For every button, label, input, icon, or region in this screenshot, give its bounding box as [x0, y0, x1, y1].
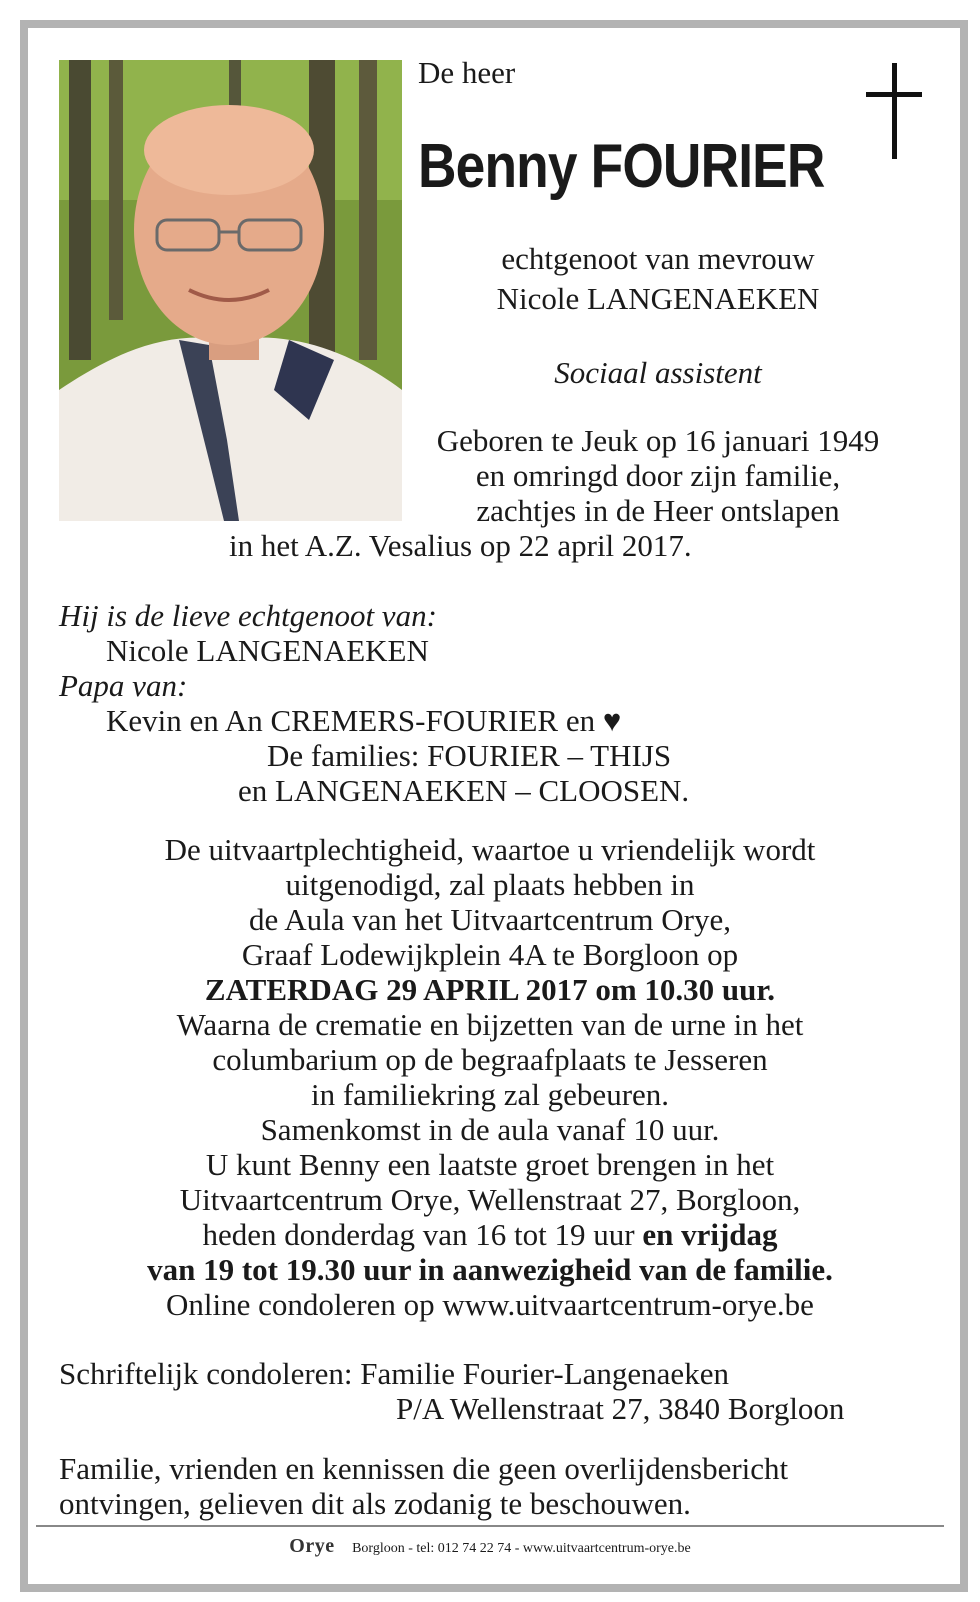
- profession: Sociaal assistent: [554, 355, 762, 390]
- visit-friday: en vrijdag: [642, 1217, 778, 1252]
- ceremony-line-3: de Aula van het Uitvaartcentrum Orye,: [248, 902, 732, 937]
- ceremony-line-9: Samenkomst in de aula vanaf 10 uur.: [260, 1112, 720, 1147]
- orye-logo: Orye: [289, 1535, 335, 1557]
- ceremony-line-12: [0, 1217, 980, 1252]
- spouse-line-1: echtgenoot van mevrouw: [501, 241, 815, 276]
- ceremony-line-11: Uitvaartcentrum Orye, Wellenstraat 27, Borgloon,: [179, 1182, 801, 1217]
- condolence-line-2: P/A Wellenstraat 27, 3840 Borgloon: [396, 1391, 845, 1426]
- spouse-name: Nicole LANGENAEKEN: [106, 633, 429, 668]
- footer-divider: [36, 1525, 944, 1527]
- cross-icon: [892, 63, 897, 159]
- spouse-label: Hij is de lieve echtgenoot van:: [59, 598, 437, 633]
- ceremony-line-2: uitgenodigd, zal plaats hebben in: [285, 867, 695, 902]
- papa-label: Papa van:: [59, 668, 188, 703]
- notice-line-2: ontvingen, gelieven dit als zodanig te beschouwen.: [59, 1486, 691, 1521]
- online-condolence: Online condoleren op www.uitvaartcentrum-orye.be: [166, 1287, 814, 1322]
- footer-contact: Borgloon - tel: 012 74 22 74 - www.uitvaartcentrum-orye.be: [352, 1541, 691, 1556]
- ceremony-line-1: De uitvaartplechtigheid, waartoe u vriendelijk wordt: [164, 832, 816, 867]
- ceremony-line-4: Graaf Lodewijkplein 4A te Borgloon op: [241, 937, 739, 972]
- deceased-name: Benny FOURIER: [418, 132, 825, 201]
- visit-thursday: heden donderdag van 16 tot 19 uur: [202, 1217, 643, 1252]
- notice-line-1: Familie, vrienden en kennissen die geen overlijdensbericht: [59, 1451, 789, 1486]
- footer: [0, 1536, 980, 1559]
- condolence-line-1: Schriftelijk condoleren: Familie Fourier-Langenaeken: [59, 1356, 729, 1391]
- salutation: De heer: [418, 55, 516, 90]
- portrait-photo: [59, 60, 402, 521]
- birth-line-1: Geboren te Jeuk op 16 januari 1949: [436, 423, 880, 458]
- birth-line-4: in het A.Z. Vesalius op 22 april 2017.: [229, 528, 692, 563]
- spouse-line-2: Nicole LANGENAEKEN: [496, 281, 820, 316]
- families-line-2: en LANGENAEKEN – CLOOSEN.: [238, 773, 690, 808]
- ceremony-line-8: in familiekring zal gebeuren.: [310, 1077, 670, 1112]
- cross-icon-bar: [866, 92, 922, 97]
- ceremony-line-13: van 19 tot 19.30 uur in aanwezigheid van de familie.: [147, 1252, 833, 1287]
- families-line-1: De families: FOURIER – THIJS: [267, 738, 672, 773]
- children: Kevin en An CREMERS-FOURIER en ♥: [106, 703, 622, 738]
- ceremony-date: ZATERDAG 29 APRIL 2017 om 10.30 uur.: [204, 972, 776, 1007]
- birth-line-2: en omringd door zijn familie,: [475, 458, 841, 493]
- ceremony-line-7: columbarium op de begraafplaats te Jesseren: [212, 1042, 768, 1077]
- ceremony-line-6: Waarna de crematie en bijzetten van de urne in het: [176, 1007, 804, 1042]
- ceremony-line-10: U kunt Benny een laatste groet brengen in het: [205, 1147, 775, 1182]
- birth-line-3: zachtjes in de Heer ontslapen: [476, 493, 840, 528]
